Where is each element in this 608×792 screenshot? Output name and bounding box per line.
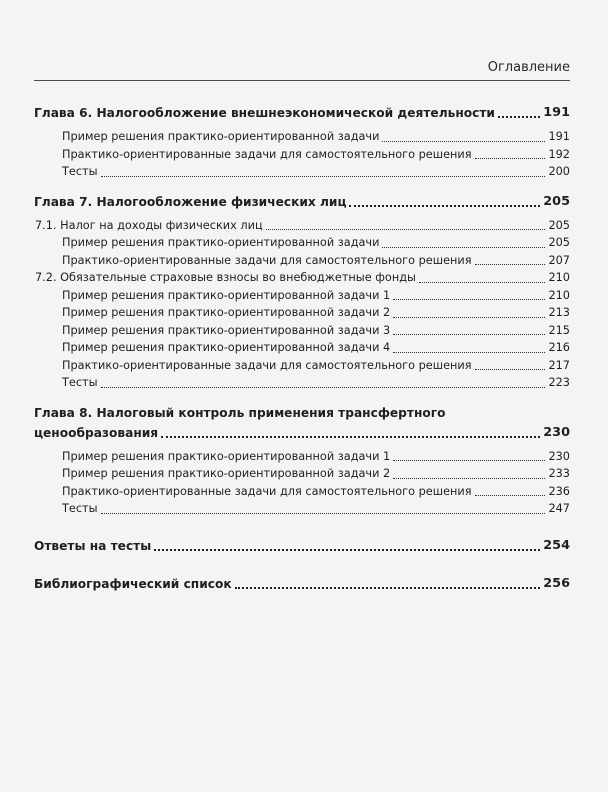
toc-entry-page: 191 bbox=[543, 105, 570, 120]
toc-entry-title: Практико-ориентированные задачи для самостоятельного решения bbox=[62, 358, 472, 372]
toc-entry-page: 207 bbox=[548, 253, 570, 267]
leader-dots bbox=[154, 549, 540, 551]
toc-entry-page: 213 bbox=[548, 306, 570, 319]
leader-dots bbox=[266, 229, 546, 230]
toc-chapter-8[interactable] bbox=[34, 423, 570, 443]
toc-entry-title: Пример решения практико-ориентированной задачи 2 bbox=[62, 467, 391, 480]
toc-entry-title: Пример решения практико-ориентированной задачи 3 bbox=[62, 323, 391, 337]
toc-section-7-1[interactable] bbox=[34, 217, 570, 235]
leader-dots bbox=[475, 369, 546, 370]
toc-entry[interactable] bbox=[34, 500, 570, 518]
toc-entry-page: 205 bbox=[548, 236, 570, 249]
leader-dots bbox=[475, 264, 546, 265]
leader-dots bbox=[393, 460, 545, 461]
toc-entry-title: Практико-ориентированные задачи для самостоятельного решения bbox=[62, 484, 472, 498]
toc-entry[interactable] bbox=[34, 374, 570, 392]
toc-entry-page: 256 bbox=[543, 575, 570, 591]
leader-dots bbox=[498, 116, 540, 118]
leader-dots bbox=[349, 205, 540, 207]
leader-dots bbox=[475, 495, 546, 496]
toc-section-7-2[interactable] bbox=[34, 269, 570, 287]
toc-entry-page: 223 bbox=[548, 376, 570, 389]
toc-entry[interactable] bbox=[34, 146, 570, 164]
leader-dots bbox=[393, 299, 545, 300]
toc-entry-page: 205 bbox=[548, 218, 570, 232]
toc-entry-page: 210 bbox=[548, 288, 570, 302]
toc-entry-page: 215 bbox=[548, 323, 570, 337]
toc-entry-page: 254 bbox=[543, 537, 570, 553]
toc-entry[interactable] bbox=[34, 483, 570, 501]
leader-dots bbox=[382, 141, 545, 142]
toc-entry-title: 7.1. Налог на доходы физических лиц bbox=[35, 218, 263, 232]
toc-answers[interactable] bbox=[34, 536, 570, 556]
toc-bibliography[interactable] bbox=[34, 574, 570, 594]
toc-entry-page: 233 bbox=[548, 467, 570, 480]
toc-entry-title: Практико-ориентированные задачи для самостоятельного решения bbox=[62, 147, 472, 161]
table-of-contents bbox=[34, 103, 570, 594]
toc-entry-title: Пример решения практико-ориентированной задачи 4 bbox=[62, 341, 391, 354]
leader-dots bbox=[235, 587, 541, 589]
running-header bbox=[34, 58, 570, 82]
toc-entry-title: Пример решения практико-ориентированной задачи bbox=[62, 236, 380, 249]
toc-entry-title: Глава 7. Налогообложение физических лиц bbox=[34, 194, 347, 209]
toc-entry-title: 7.2. Обязательные страховые взносы во внебюджетные фонды bbox=[35, 271, 416, 284]
leader-dots bbox=[161, 436, 540, 438]
toc-entry-page: 247 bbox=[548, 502, 570, 515]
toc-entry-title: Тесты bbox=[62, 502, 98, 515]
leader-dots bbox=[101, 176, 546, 177]
leader-dots bbox=[393, 334, 545, 335]
toc-entry-page: 210 bbox=[548, 271, 570, 284]
header-title: Оглавление bbox=[487, 60, 570, 75]
toc-entry[interactable] bbox=[34, 304, 570, 322]
toc-entry-title: Ответы на тесты bbox=[34, 538, 152, 553]
leader-dots bbox=[475, 158, 546, 159]
leader-dots bbox=[393, 317, 545, 318]
toc-entry[interactable] bbox=[34, 357, 570, 375]
toc-chapter-7[interactable] bbox=[34, 192, 570, 212]
toc-entry[interactable] bbox=[34, 448, 570, 466]
toc-entry-page: 230 bbox=[543, 424, 570, 440]
toc-entry-title: Пример решения практико-ориентированной задачи 1 bbox=[62, 288, 391, 302]
toc-entry-title: ценообразования bbox=[34, 425, 159, 440]
toc-entry-page: 217 bbox=[548, 358, 570, 372]
toc-chapter-8-title-line1[interactable]: Глава 8. Налоговый контроль применения трансфертного bbox=[34, 405, 446, 420]
leader-dots bbox=[393, 478, 545, 479]
toc-entry-page: 236 bbox=[548, 484, 570, 498]
leader-dots bbox=[393, 352, 545, 353]
toc-entry-page: 200 bbox=[548, 165, 570, 178]
toc-entry-title: Тесты bbox=[62, 376, 98, 389]
toc-entry[interactable] bbox=[34, 163, 570, 181]
toc-entry[interactable] bbox=[34, 465, 570, 483]
toc-entry[interactable] bbox=[34, 339, 570, 357]
toc-entry-title: Пример решения практико-ориентированной задачи bbox=[62, 130, 380, 143]
toc-entry-title: Тесты bbox=[62, 165, 98, 178]
toc-entry-title: Пример решения практико-ориентированной задачи 2 bbox=[62, 306, 391, 319]
toc-entry-title: Пример решения практико-ориентированной задачи 1 bbox=[62, 449, 391, 463]
toc-entry[interactable] bbox=[34, 234, 570, 252]
header-rule bbox=[34, 80, 570, 81]
toc-entry-page: 192 bbox=[548, 147, 570, 161]
leader-dots bbox=[382, 247, 545, 248]
leader-dots bbox=[419, 282, 545, 283]
toc-entry-page: 191 bbox=[548, 130, 570, 143]
toc-entry[interactable] bbox=[34, 322, 570, 340]
toc-entry-title: Глава 6. Налогообложение внешнеэкономической деятельности bbox=[34, 106, 495, 120]
toc-entry-title: Практико-ориентированные задачи для самостоятельного решения bbox=[62, 253, 472, 267]
toc-entry-page: 205 bbox=[543, 193, 570, 209]
toc-entry[interactable] bbox=[34, 252, 570, 270]
toc-entry[interactable] bbox=[34, 287, 570, 305]
toc-entry-title: Библиографический список bbox=[34, 576, 232, 591]
toc-chapter-6[interactable] bbox=[34, 103, 570, 123]
leader-dots bbox=[101, 387, 546, 388]
toc-entry-page: 230 bbox=[548, 449, 570, 463]
toc-entry-page: 216 bbox=[548, 341, 570, 354]
toc-entry[interactable] bbox=[34, 128, 570, 146]
leader-dots bbox=[101, 513, 546, 514]
